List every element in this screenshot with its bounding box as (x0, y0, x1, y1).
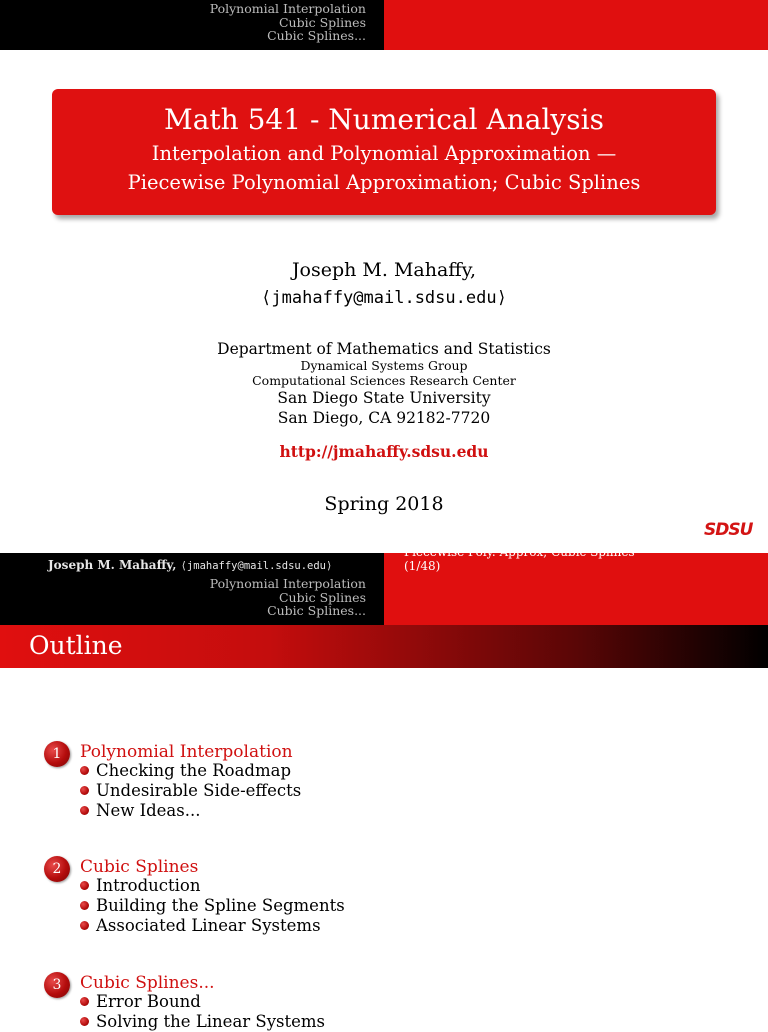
subsection-item[interactable]: Introduction (80, 876, 345, 896)
top-nav-band (0, 0, 768, 50)
bullet-icon (80, 921, 89, 930)
term-date: Spring 2018 (324, 493, 444, 515)
footer-nav-cubic-splines-cont[interactable]: Cubic Splines... (267, 603, 366, 618)
subsection-item[interactable]: Error Bound (80, 992, 325, 1012)
footer-right-panel (384, 545, 768, 625)
slide-subtitle-1: Interpolation and Polynomial Approximation — (151, 142, 617, 165)
subsection-item[interactable]: Associated Linear Systems (80, 916, 345, 936)
subsection-item[interactable]: Building the Spline Segments (80, 896, 345, 916)
bullet-icon (80, 766, 89, 775)
bullet-icon (80, 881, 89, 890)
section-number-badge: 2 (44, 856, 70, 882)
author-block (0, 256, 768, 312)
footer-short-title: Piecewise Poly. Approx; Cubic Splines (404, 545, 635, 559)
section-number-badge: 3 (44, 972, 70, 998)
nav-red-panel (384, 0, 768, 50)
author-email: ⟨jmahaffy@mail.sdsu.edu⟩ (261, 288, 507, 308)
subsection-list (80, 876, 345, 936)
nav-panel (0, 0, 384, 50)
slide-subtitle-2: Piecewise Polynomial Approximation; Cubic Splines (127, 171, 641, 194)
section-title[interactable]: Cubic Splines... (80, 973, 215, 993)
website-link[interactable]: http://jmahaffy.sdsu.edu (279, 442, 489, 461)
footer-left-panel (0, 553, 384, 625)
nav-item-cubic-splines[interactable]: Cubic Splines (278, 14, 366, 30)
group-2: Computational Sciences Research Center (252, 373, 516, 388)
slide-title: Math 541 - Numerical Analysis (164, 103, 604, 136)
affiliation-block (0, 341, 768, 428)
title-box (52, 89, 716, 215)
bullet-icon (80, 997, 89, 1006)
footer-nav (210, 577, 384, 618)
university: San Diego State University (277, 389, 491, 407)
footer-author-email: ⟨jmahaffy@mail.sdsu.edu⟩ (180, 560, 333, 572)
footer-nav-polynomial-interpolation[interactable]: Polynomial Interpolation (209, 576, 366, 591)
subsection-item[interactable]: Undesirable Side-effects (80, 781, 301, 801)
footer-author (48, 558, 332, 572)
address: San Diego, CA 92182-7720 (277, 409, 491, 427)
nav-item-polynomial-interpolation[interactable]: Polynomial Interpolation (209, 1, 366, 16)
group-1: Dynamical Systems Group (300, 358, 468, 373)
section-title[interactable]: Cubic Splines (80, 857, 199, 877)
bullet-icon (80, 806, 89, 815)
sdsu-logo: SDSU (704, 520, 753, 540)
outline-heading: Outline (29, 631, 123, 660)
author-name: Joseph M. Mahaffy, (291, 259, 477, 281)
footer-band (0, 545, 768, 625)
subsection-item[interactable]: New Ideas... (80, 801, 301, 821)
bullet-icon (80, 786, 89, 795)
bullet-icon (80, 1017, 89, 1026)
outline-title-bar (0, 625, 768, 668)
nav-item-cubic-splines-cont[interactable]: Cubic Splines... (267, 28, 366, 43)
bullet-icon (80, 901, 89, 910)
section-title[interactable]: Polynomial Interpolation (80, 742, 293, 762)
subsection-list (80, 761, 301, 821)
page-number: (1/48) (404, 559, 441, 573)
subsection-list (80, 992, 325, 1032)
department: Department of Mathematics and Statistics (217, 340, 551, 358)
footer-author-name: Joseph M. Mahaffy, (48, 558, 177, 572)
subsection-item[interactable]: Checking the Roadmap (80, 761, 301, 781)
subsection-item[interactable]: Solving the Linear Systems (80, 1012, 325, 1032)
footer-nav-cubic-splines[interactable]: Cubic Splines (278, 589, 366, 605)
section-number-badge: 1 (44, 741, 70, 767)
